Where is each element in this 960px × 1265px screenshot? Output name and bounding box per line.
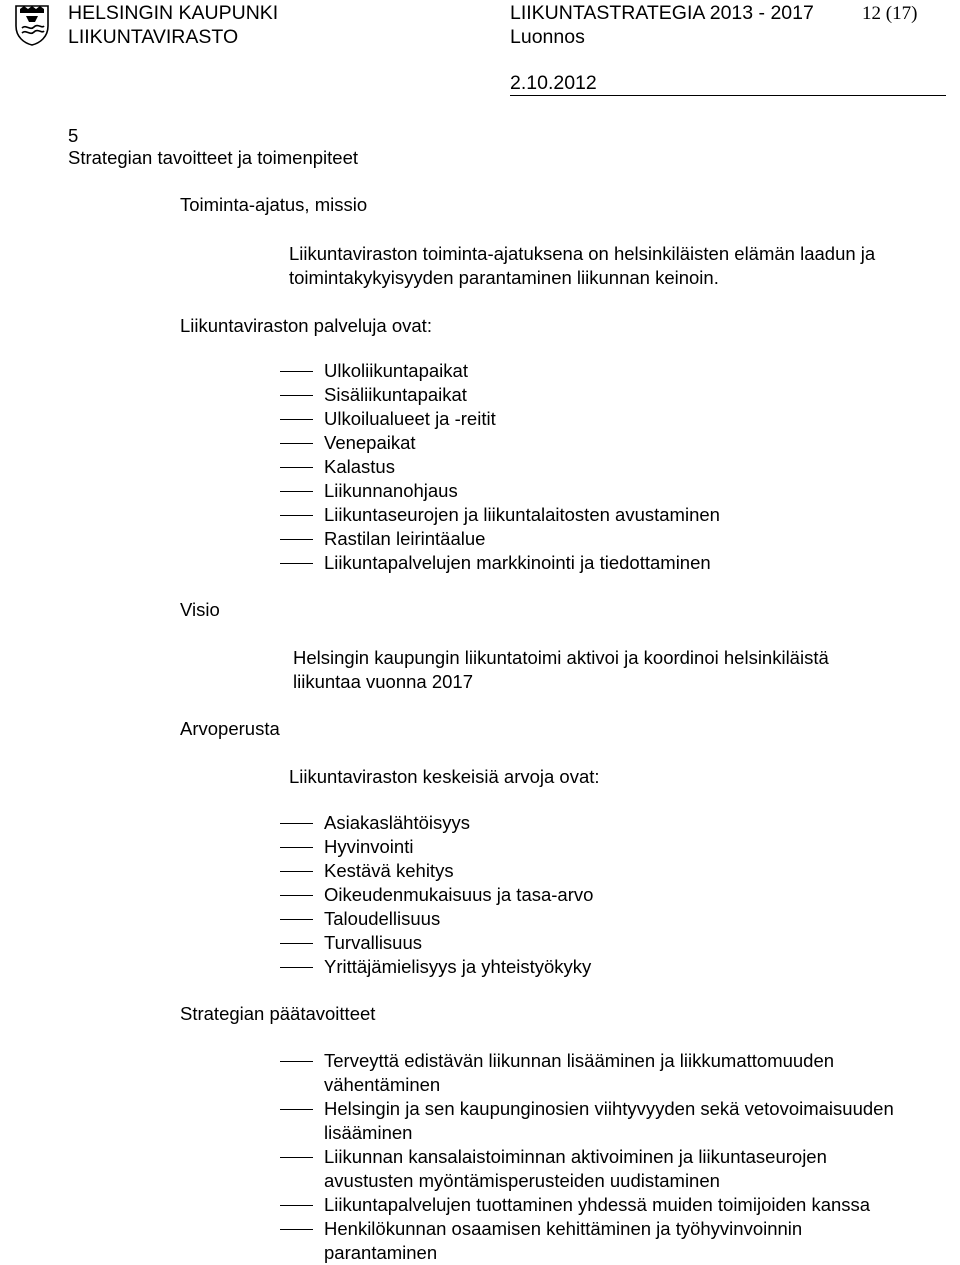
services-heading: Liikuntaviraston palveluja ovat: bbox=[180, 315, 432, 336]
list-item bbox=[280, 1217, 894, 1265]
list-item: Taloudellisuus bbox=[280, 907, 593, 931]
list-item bbox=[280, 1049, 894, 1097]
vision-text-cont: liikuntaa vuonna 2017 bbox=[293, 671, 474, 692]
vision-heading: Visio bbox=[180, 599, 220, 620]
header-rule bbox=[510, 95, 946, 96]
list-item: Oikeudenmukaisuus ja tasa-arvo bbox=[280, 883, 593, 907]
list-item bbox=[280, 1145, 894, 1193]
list-item: Yrittäjämielisyys ja yhteistyökyky bbox=[280, 955, 593, 979]
goal-line-cont: vähentäminen bbox=[324, 1074, 441, 1095]
list-item: Rastilan leirintäalue bbox=[280, 527, 720, 551]
page-number: 12 (17) bbox=[862, 3, 918, 24]
services-list bbox=[280, 359, 720, 575]
document-date: 2.10.2012 bbox=[510, 72, 597, 94]
mission-text: Liikuntaviraston toiminta-ajatuksena on helsinkiläisten elämän laadun ja bbox=[289, 243, 876, 264]
goal-line: Helsingin ja sen kaupunginosien viihtyvyyden sekä vetovoimaisuuden bbox=[324, 1098, 894, 1119]
list-item: Liikuntaseurojen ja liikuntalaitosten avustaminen bbox=[280, 503, 720, 527]
list-item: Hyvinvointi bbox=[280, 835, 593, 859]
goals-list bbox=[280, 1049, 894, 1265]
list-item: Venepaikat bbox=[280, 431, 720, 455]
goal-line: Henkilökunnan osaamisen kehittäminen ja työhyvinvoinnin bbox=[324, 1218, 803, 1239]
city-crest-logo bbox=[14, 4, 50, 46]
goals-heading: Strategian päätavoitteet bbox=[180, 1003, 376, 1024]
goal-line-cont: lisääminen bbox=[324, 1122, 413, 1143]
values-list bbox=[280, 811, 593, 979]
section-number: 5 bbox=[68, 125, 79, 146]
org-name: HELSINGIN KAUPUNKI bbox=[68, 2, 279, 24]
document-title: LIIKUNTASTRATEGIA 2013 - 2017 bbox=[510, 2, 814, 24]
list-item: Asiakaslähtöisyys bbox=[280, 811, 593, 835]
list-item bbox=[280, 1097, 894, 1145]
goal-line-cont: parantaminen bbox=[324, 1242, 438, 1263]
goal-line: Liikunnan kansalaistoiminnan aktivoiminen ja liikuntaseurojen bbox=[324, 1146, 827, 1167]
list-item: Sisäliikuntapaikat bbox=[280, 383, 720, 407]
document-status: Luonnos bbox=[510, 26, 585, 48]
department-name: LIIKUNTAVIRASTO bbox=[68, 26, 239, 48]
mission-text-cont: toimintakykyisyyden parantaminen liikunnan keinoin. bbox=[289, 267, 719, 288]
list-item: Liikunnanohjaus bbox=[280, 479, 720, 503]
list-item: Turvallisuus bbox=[280, 931, 593, 955]
mission-heading: Toiminta-ajatus, missio bbox=[180, 194, 368, 215]
list-item: Kalastus bbox=[280, 455, 720, 479]
vision-text: Helsingin kaupungin liikuntatoimi aktivoi ja koordinoi helsinkiläistä bbox=[293, 647, 829, 668]
section-title: Strategian tavoitteet ja toimenpiteet bbox=[68, 147, 359, 168]
goal-line: Terveyttä edistävän liikunnan lisääminen ja liikkumattomuuden bbox=[324, 1050, 835, 1071]
goal-line-cont: avustusten myöntämisperusteiden uudistaminen bbox=[324, 1170, 720, 1191]
list-item: Liikuntapalvelujen markkinointi ja tiedottaminen bbox=[280, 551, 720, 575]
goal-line: Liikuntapalvelujen tuottaminen yhdessä muiden toimijoiden kanssa bbox=[324, 1194, 871, 1215]
list-item: Ulkoliikuntapaikat bbox=[280, 359, 720, 383]
values-intro: Liikuntaviraston keskeisiä arvoja ovat: bbox=[289, 766, 600, 787]
list-item bbox=[280, 1193, 894, 1217]
values-heading: Arvoperusta bbox=[180, 718, 280, 739]
list-item: Ulkoilualueet ja -reitit bbox=[280, 407, 720, 431]
list-item: Kestävä kehitys bbox=[280, 859, 593, 883]
